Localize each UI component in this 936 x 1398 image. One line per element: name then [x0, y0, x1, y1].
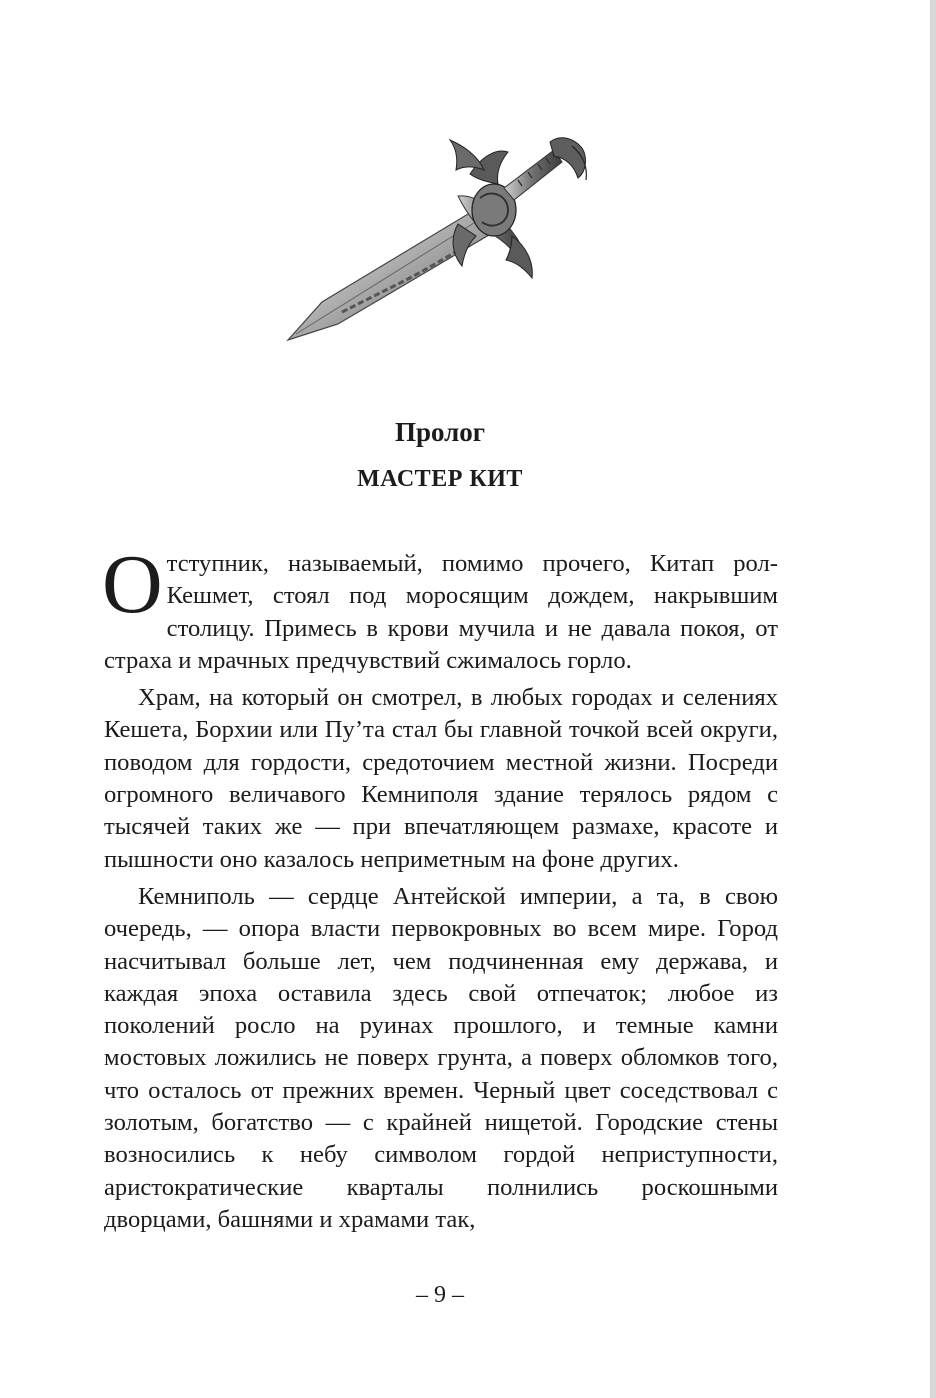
page-edge: [930, 0, 936, 1398]
paragraph-1-text: тступник, называемый, помимо прочего, Китап рол-Кешмет, стоял под моросящим дождем, накрывшим столицу. Примесь в крови мучила и не давала покоя, от страха и мрачных предчувствий сжималось горло.: [104, 550, 778, 674]
chapter-subtitle: МАСТЕР КИТ: [357, 466, 523, 492]
drop-cap: О: [102, 538, 163, 631]
dragon-sword-icon: [282, 136, 598, 348]
paragraph-2: Храм, на который он смотрел, в любых городах и селениях Кешета, Борхии или Пу’та стал бы главной точкой всей округи, поводом для гордости, средоточием местной жизни. Посреди огромного величавого Кемниполя здание терялось рядом с тысячей таких же — при впечатляющем размахе, красоте и пышности оно казалось неприметным на фоне других.: [104, 684, 778, 873]
chapter-title: Пролог: [394, 417, 486, 447]
paragraph-3: Кемниполь — сердце Антейской империи, а та, в свою очередь, — опора власти первокровных во всем мире. Город насчитывал больше лет, чем подчиненная ему держава, и каждая эпоха оставила здесь свой отпечаток; любое из поколений росло на руинах прошлого, и темные камни мостовых ложились не поверх грунта, а поверх обломков того, что осталось от прежних времен. Черный цвет соседствовал с золотым, богатство — с крайней нищетой. Городские стены возносились к небу символом гордой неприступности, аристократические кварталы полнились роскошными дворцами, башнями и храмами так,: [104, 882, 778, 1233]
page-number: – 9 –: [416, 1282, 464, 1308]
paragraph-1: [102, 538, 778, 677]
body-text: [102, 538, 778, 1241]
